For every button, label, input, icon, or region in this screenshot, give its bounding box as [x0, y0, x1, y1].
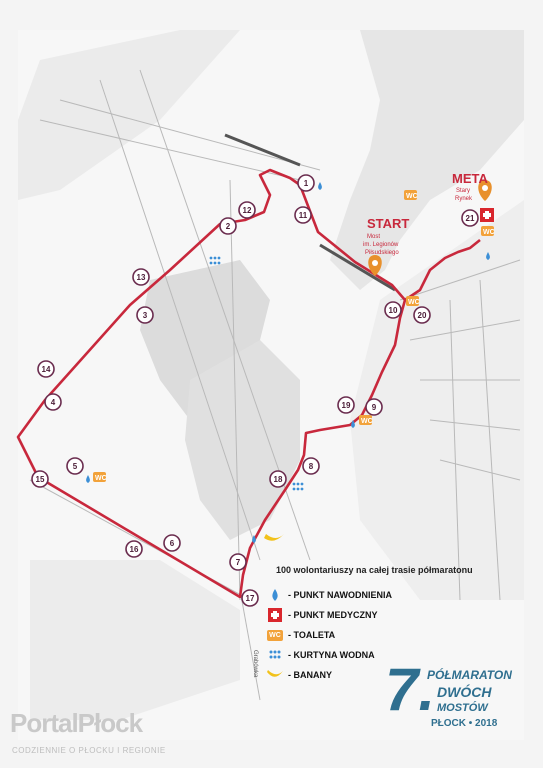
finish-title: META [452, 171, 488, 186]
km-marker-18 [270, 471, 286, 487]
km-marker-label: 19 [341, 401, 351, 410]
race-logo [385, 656, 515, 746]
logo-line2: DWÓCH [437, 684, 492, 700]
logo-line1: PÓŁMARATON [427, 668, 512, 682]
km-marker-label: 6 [169, 539, 175, 548]
wc-icon [406, 296, 420, 306]
km-marker-label: 16 [129, 545, 139, 554]
km-marker-label: 7 [235, 558, 241, 567]
km-marker-13 [133, 269, 149, 285]
wc-icon [404, 190, 418, 200]
medical-cross-icon [262, 608, 288, 622]
legend-label: - BANANY [288, 670, 332, 680]
km-marker-3 [137, 307, 153, 323]
finish-sub1: Stary [456, 188, 471, 194]
start-title: START [367, 216, 410, 231]
water-drop-icon [262, 588, 288, 602]
svg-text:WC: WC [483, 229, 495, 236]
km-marker-4 [45, 394, 61, 410]
km-marker-6 [164, 535, 180, 551]
legend-item-water [262, 585, 502, 605]
km-marker-2 [220, 218, 236, 234]
logo-line3: MOSTÓW [437, 702, 488, 714]
km-marker-10 [385, 302, 401, 318]
km-marker-8 [303, 458, 319, 474]
km-marker-17 [242, 590, 258, 606]
km-marker-label: 15 [35, 475, 45, 484]
legend-title: 100 wolontariuszy na całej trasie półmaratonu [276, 565, 473, 575]
svg-text:WC: WC [408, 299, 420, 306]
km-marker-19 [338, 397, 354, 413]
banana-icon [262, 669, 288, 681]
km-marker-15 [32, 471, 48, 487]
km-marker-label: 10 [388, 306, 398, 315]
km-marker-9 [366, 399, 382, 415]
water-curtain-icon [262, 649, 288, 661]
km-marker-label: 17 [245, 594, 255, 603]
km-marker-16 [126, 541, 142, 557]
start-sub3: Piłsudskiego [365, 250, 399, 256]
wc-icon [262, 630, 288, 641]
wc-icon [359, 415, 373, 425]
km-marker-label: 3 [142, 311, 148, 320]
legend-label: - PUNKT MEDYCZNY [288, 610, 378, 620]
wc-icon-text: WC [269, 631, 281, 639]
portal-watermark [6, 708, 176, 760]
legend-label: - TOALETA [288, 630, 336, 640]
logo-line4: PŁOCK • 2018 [431, 718, 498, 729]
km-marker-label: 1 [303, 179, 309, 188]
km-marker-label: 4 [50, 398, 56, 407]
km-marker-12 [239, 202, 255, 218]
km-marker-20 [414, 307, 430, 323]
km-marker-label: 8 [308, 462, 314, 471]
finish-sub2: Rynek [455, 196, 473, 202]
legend-label: - PUNKT NAWODNIENIA [288, 590, 392, 600]
km-marker-label: 9 [371, 403, 377, 412]
wc-icon [481, 226, 495, 236]
logo-number: 7. [385, 656, 436, 723]
legend-label: - KURTYNA WODNA [288, 650, 375, 660]
km-marker-7 [230, 554, 246, 570]
km-marker-label: 12 [242, 206, 252, 215]
legend-item-medical [262, 605, 502, 625]
km-marker-5 [67, 458, 83, 474]
km-marker-label: 18 [273, 475, 283, 484]
km-marker-label: 13 [136, 273, 146, 282]
km-marker-label: 11 [298, 211, 308, 220]
svg-text:WC: WC [406, 193, 418, 200]
svg-text:WC: WC [95, 475, 107, 482]
km-marker-label: 5 [72, 462, 78, 471]
km-marker-label: 21 [465, 214, 475, 223]
street-grabowka: Grabówka [252, 650, 258, 678]
wc-icon [93, 472, 107, 482]
start-sub1: Most [367, 234, 381, 240]
watermark-name: PortalPłock [10, 708, 143, 738]
km-marker-label: 14 [41, 365, 51, 374]
medical-cross-icon [480, 208, 494, 222]
km-marker-14 [38, 361, 54, 377]
km-marker-21 [462, 210, 478, 226]
legend-item-wc [262, 625, 502, 645]
km-marker-label: 20 [417, 311, 427, 320]
svg-text:WC: WC [361, 418, 373, 425]
km-marker-1 [298, 175, 314, 191]
watermark-tagline: CODZIENNIE O PŁOCKU I REGIONIE [12, 746, 166, 755]
start-sub2: im. Legionów [363, 242, 399, 248]
km-marker-11 [295, 207, 311, 223]
km-marker-label: 2 [225, 222, 231, 231]
